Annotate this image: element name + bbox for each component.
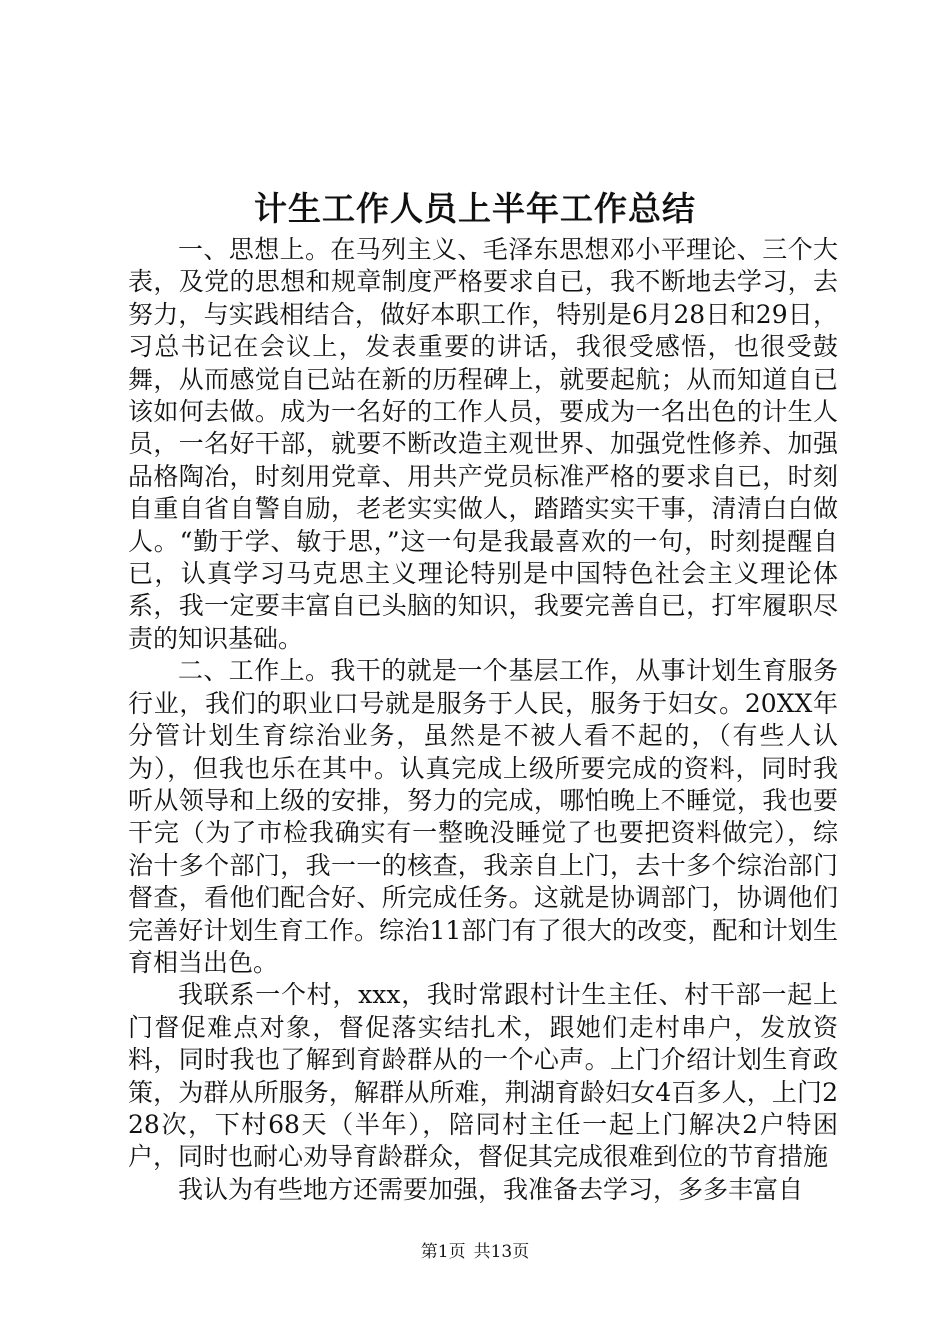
page-number: 第1页	[420, 1242, 466, 1262]
paragraph-improve: 我认为有些地方还需要加强，我准备去学习，多多丰富自	[178, 1174, 804, 1204]
document-body	[128, 234, 838, 1206]
document-title: 计生工作人员上半年工作总结	[254, 189, 696, 228]
paragraph-village: 我联系一个村，xxx，我时常跟村计生主任、村干部一起上门督促难点对象，督促落实结扎术，跟她们走村串户，发放资料，同时我也了解到育龄群从的一个心声。上门介绍计划生育政策，为群从所服务，解群从所难，荆湖育龄妇女4百多人，上门228次，下村68天（半年），陪同村主任一起上门解决2户特困户，同时也耐心劝导育龄群众，督促其完成很难到位的节育措施	[128, 980, 838, 1172]
page-total: 共13页	[473, 1242, 530, 1262]
paragraph-work: 二、工作上。我干的就是一个基层工作，从事计划生育服务行业，我们的职业口号就是服务于人民，服务于妇女。20XX年分管计划生育综治业务，虽然是不被人看不起的，（有些人认为），但我也乐在其中。认真完成上级所要完成的资料，同时我听从领导和上级的安排，努力的完成，哪怕晚上不睡觉，我也要干完（为了市检我确实有一整晚没睡觉了也要把资料做完），综治十多个部门，我一一的核查，我亲自上门，去十多个综治部门督查，看他们配合好、所完成任务。这就是协调部门，协调他们完善好计划生育工作。综治11部门有了很大的改变，配和计划生育相当出色。	[128, 656, 838, 977]
paragraph-thought: 一、思想上。在马列主义、毛泽东思想邓小平理论、三个大表，及党的思想和规章制度严格要求自已，我不断地去学习，去努力，与实践相结合，做好本职工作，特别是6月28日和29日，习总书记在会议上，发表重要的讲话，我很受感悟，也很受鼓舞，从而感觉自已站在新的历程碑上，就要起航；从而知道自已该如何去做。成为一名好的工作人员，要成为一名出色的计生人员，一名好干部，就要不断改造主观世界、加强党性修养、加强品格陶冶，时刻用党章、用共产党员标准严格的要求自已，时刻自重自省自警自励，老老实实做人，踏踏实实干事，清清白白做人。“勤于学、敏于思，”这一句是我最喜欢的一句，时刻提醒自已，认真学习马克思主义理论特别是中国特色社会主义理论体系，我一定要丰富自已头脑的知识，我要完善自已，打牢履职尽责的知识基础。	[128, 235, 838, 653]
page-footer	[0, 1240, 950, 1264]
